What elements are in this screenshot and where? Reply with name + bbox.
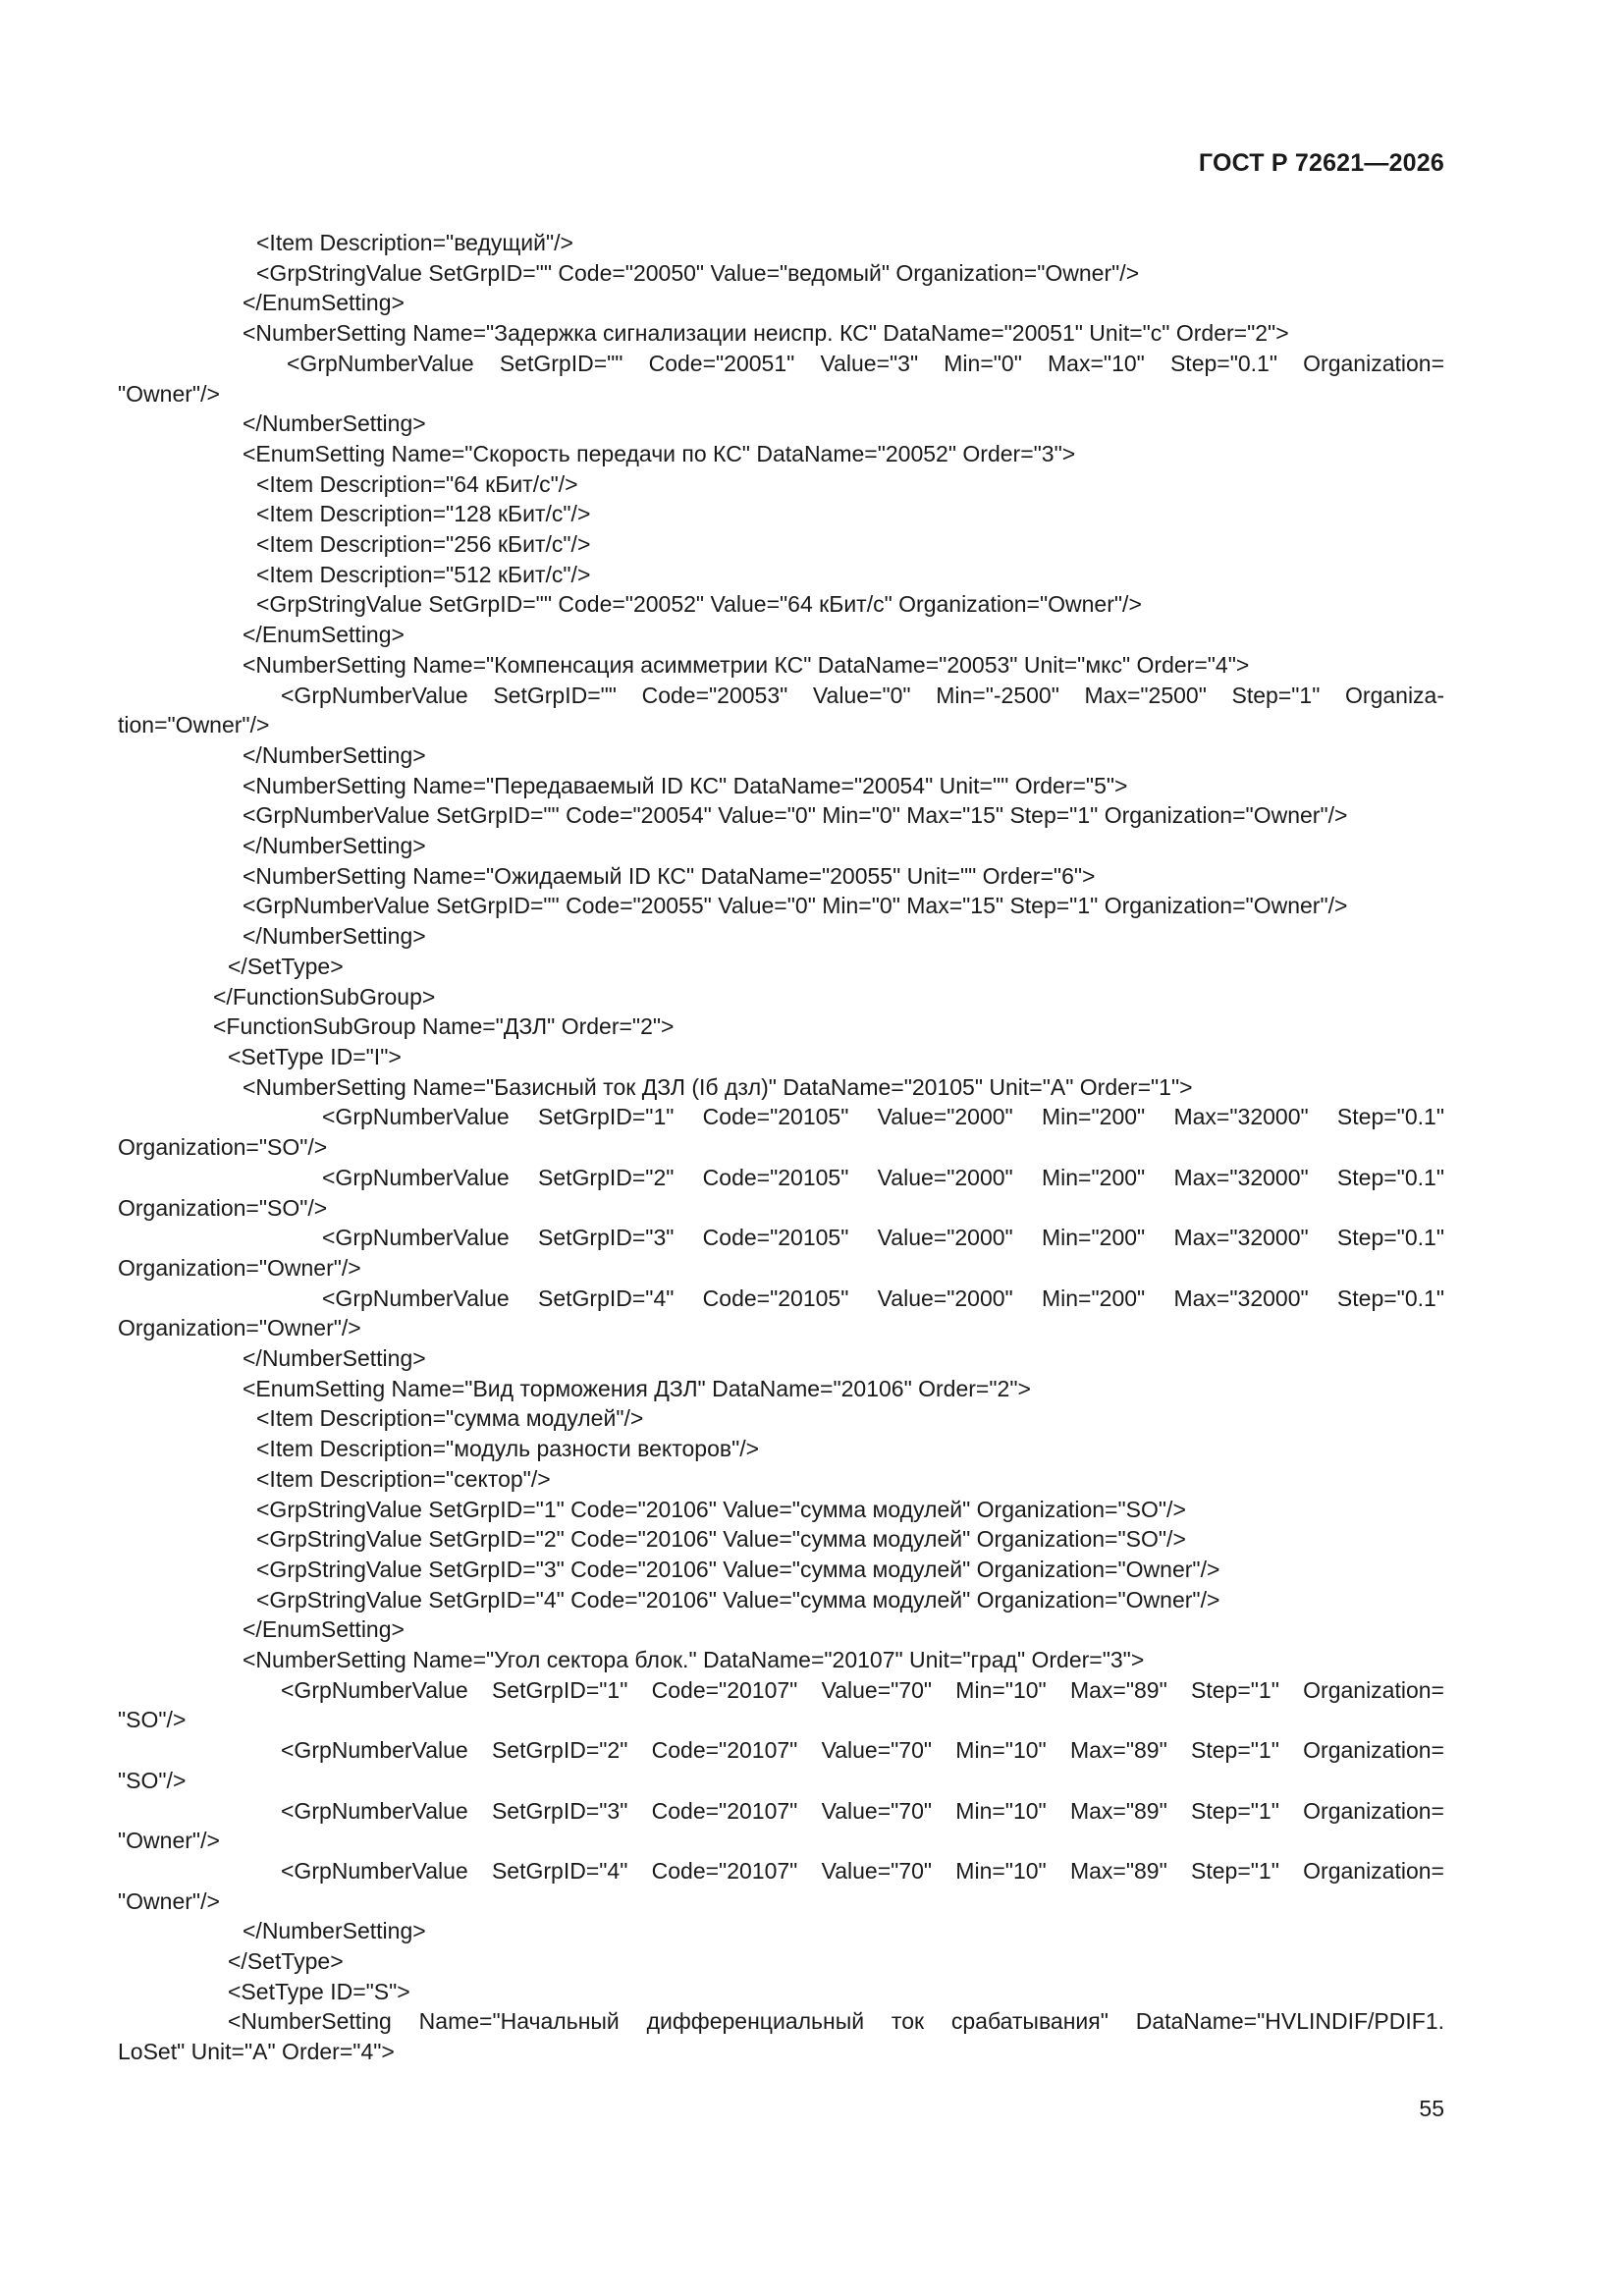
code-line: <GrpNumberValue SetGrpID="" Code="20054" Value="0" Min="0" Max="15" Step="1" Organization="Owner"/>: [243, 802, 1348, 829]
code-line: <SetType ID="S">: [228, 1978, 410, 2004]
code-line: <GrpStringValue SetGrpID="" Code="20050" Value="ведомый" Organization="Owner"/>: [256, 259, 1140, 286]
code-line: </NumberSetting>: [243, 923, 426, 950]
code-line: </NumberSetting>: [243, 410, 426, 437]
code-line: <GrpNumberValue SetGrpID="" Code="20053" Value="0" Min="-2500" Max="2500" Step="1" Organiza-: [281, 682, 1444, 708]
code-line: <GrpNumberValue SetGrpID="3" Code="20107" Value="70" Min="10" Max="89" Step="1" Organization=: [281, 1797, 1444, 1824]
code-line: <GrpStringValue SetGrpID="4" Code="20106" Value="сумма модулей" Organization="Owner"/>: [256, 1586, 1220, 1613]
code-line: <EnumSetting Name="Скорость передачи по КС" DataName="20052" Order="3">: [243, 440, 1076, 466]
code-line: <Item Description="сектор"/>: [256, 1465, 551, 1492]
code-line: <GrpNumberValue SetGrpID="2" Code="20107" Value="70" Min="10" Max="89" Step="1" Organization=: [281, 1737, 1444, 1764]
code-line: <Item Description="256 кБит/с"/>: [256, 531, 591, 558]
page-number: 55: [1419, 2096, 1444, 2121]
code-line: <NumberSetting Name="Компенсация асимметрии КС" DataName="20053" Unit="мкс" Order="4">: [243, 651, 1250, 678]
code-line: LoSet" Unit="A" Order="4">: [118, 2039, 395, 2065]
code-line: </NumberSetting>: [243, 1345, 426, 1372]
code-line: "SO"/>: [118, 1767, 187, 1793]
code-line: <GrpStringValue SetGrpID="3" Code="20106" Value="сумма модулей" Organization="Owner"/>: [256, 1556, 1220, 1582]
code-line: <GrpNumberValue SetGrpID="" Code="20051" Value="3" Min="0" Max="10" Step="0.1" Organization=: [287, 350, 1444, 376]
code-line: </SetType>: [228, 953, 344, 979]
code-line: <NumberSetting Name="Базисный ток ДЗЛ (Iб дзл)" DataName="20105" Unit="A" Order="1">: [243, 1073, 1193, 1100]
code-line: <NumberSetting Name="Начальный дифференциальный ток срабатывания" DataName="HVLINDIF/PDIF1.: [228, 2008, 1444, 2035]
code-line: <GrpNumberValue SetGrpID="1" Code="20105" Value="2000" Min="200" Max="32000" Step="0.1": [322, 1104, 1444, 1130]
code-line: <GrpStringValue SetGrpID="" Code="20052" Value="64 кБит/с" Organization="Owner"/>: [256, 591, 1142, 618]
code-line: </NumberSetting>: [243, 741, 426, 768]
code-line: <Item Description="64 кБит/с"/>: [256, 470, 578, 497]
code-line: </EnumSetting>: [243, 622, 405, 648]
standard-designation: ГОСТ Р 72621—2026: [1198, 149, 1444, 177]
code-line: "Owner"/>: [118, 1828, 220, 1854]
code-line: <GrpNumberValue SetGrpID="1" Code="20107" Value="70" Min="10" Max="89" Step="1" Organization=: [281, 1676, 1444, 1703]
code-line: <SetType ID="I">: [228, 1043, 402, 1069]
code-line: <GrpNumberValue SetGrpID="3" Code="20105" Value="2000" Min="200" Max="32000" Step="0.1": [322, 1225, 1444, 1251]
code-line: Organization="SO"/>: [118, 1194, 328, 1221]
code-line: <NumberSetting Name="Задержка сигнализации неиспр. КС" DataName="20051" Unit="с" Order="2">: [243, 320, 1289, 347]
code-line: </NumberSetting>: [243, 1918, 426, 1944]
code-line: Organization="Owner"/>: [118, 1315, 361, 1341]
code-line: <Item Description="модуль разности векторов"/>: [256, 1436, 760, 1462]
code-line: </NumberSetting>: [243, 833, 426, 859]
code-line: </FunctionSubGroup>: [213, 983, 436, 1010]
code-line: </SetType>: [228, 1948, 344, 1975]
code-line: Organization="SO"/>: [118, 1134, 328, 1161]
code-line: "SO"/>: [118, 1707, 187, 1733]
code-line: </EnumSetting>: [243, 1616, 405, 1643]
code-line: <GrpStringValue SetGrpID="1" Code="20106" Value="сумма модулей" Organization="SO"/>: [256, 1496, 1186, 1522]
code-line: <GrpNumberValue SetGrpID="4" Code="20105" Value="2000" Min="200" Max="32000" Step="0.1": [322, 1285, 1444, 1311]
xml-listing: [118, 228, 1444, 2067]
code-line: <GrpNumberValue SetGrpID="4" Code="20107" Value="70" Min="10" Max="89" Step="1" Organization=: [281, 1857, 1444, 1884]
code-line: </EnumSetting>: [243, 290, 405, 316]
code-line: "Owner"/>: [118, 380, 220, 407]
code-line: tion="Owner"/>: [118, 712, 270, 738]
code-line: <Item Description="512 кБит/с"/>: [256, 561, 591, 587]
code-line: <GrpNumberValue SetGrpID="" Code="20055" Value="0" Min="0" Max="15" Step="1" Organization="Owner"/>: [243, 893, 1348, 919]
code-line: <Item Description="сумма модулей"/>: [256, 1405, 644, 1432]
code-line: <Item Description="128 кБит/с"/>: [256, 501, 591, 527]
code-line: <NumberSetting Name="Ожидаемый ID КС" DataName="20055" Unit="" Order="6">: [243, 862, 1096, 889]
code-line: <GrpNumberValue SetGrpID="2" Code="20105" Value="2000" Min="200" Max="32000" Step="0.1": [322, 1164, 1444, 1190]
code-line: <GrpStringValue SetGrpID="2" Code="20106" Value="сумма модулей" Organization="SO"/>: [256, 1526, 1186, 1553]
code-line: <NumberSetting Name="Передаваемый ID КС" DataName="20054" Unit="" Order="5">: [243, 772, 1128, 798]
code-line: <EnumSetting Name="Вид торможения ДЗЛ" DataName="20106" Order="2">: [243, 1375, 1031, 1401]
code-line: <FunctionSubGroup Name="ДЗЛ" Order="2">: [213, 1013, 675, 1040]
code-line: Organization="Owner"/>: [118, 1254, 361, 1281]
code-line: <NumberSetting Name="Угол сектора блок." DataName="20107" Unit="град" Order="3">: [243, 1647, 1145, 1673]
code-line: "Owner"/>: [118, 1887, 220, 1914]
code-line: <Item Description="ведущий"/>: [256, 230, 573, 255]
